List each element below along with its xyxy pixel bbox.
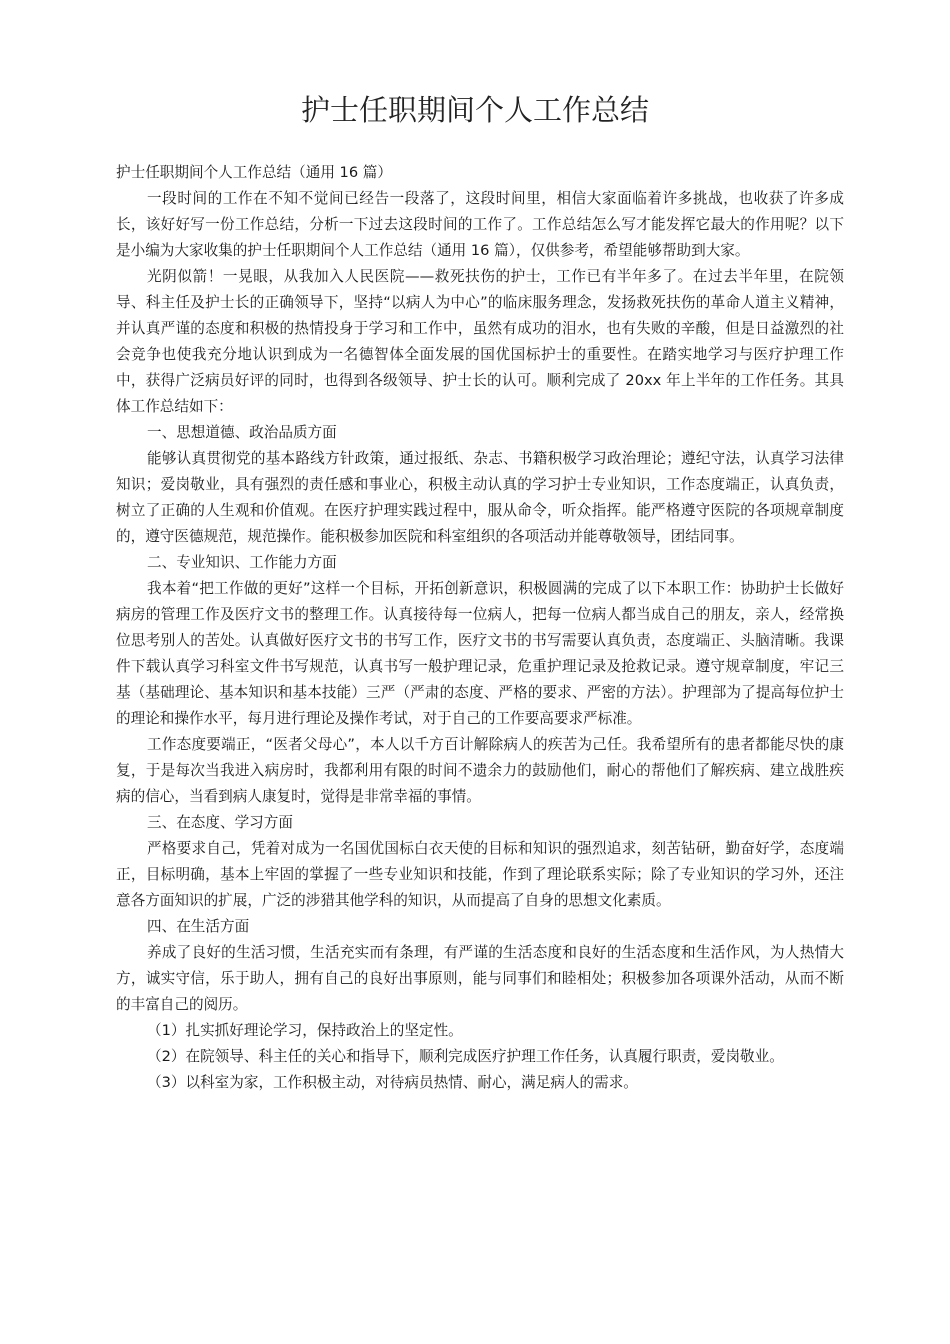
page-title: 护士任职期间个人工作总结 [300,93,649,127]
list-item: （3）以科室为家，工作积极主动，对待病员热情、耐心，满足病人的需求。 [147,1074,638,1091]
subtitle: 护士任职期间个人工作总结（通用 16 篇） [116,164,392,181]
paragraph-intro: 一段时间的工作在不知不觉间已经告一段落了，这段时间里，相信大家面临着许多挑战，也收获了许多成长，该好好写一份工作总结，分析一下过去这段时间的工作了。工作总结怎么写才能发挥它最大的作用呢？以下是小编为大家收集的护士任职期间个人工作总结（通用 16 篇），仅供参考，希望能够帮助到大家。 [116,190,844,259]
list-item: （1）扎实抓好理论学习，保持政治上的坚定性。 [147,1022,463,1039]
section-heading-professional: 二、专业知识、工作能力方面 [147,554,337,571]
paragraph-professional: 我本着“把工作做的更好”这样一个目标，开拓创新意识，积极圆满的完成了以下本职工作：协助护士长做好病房的管理工作及医疗文书的整理工作。认真接待每一位病人，把每一位病人都当成自己的朋友，亲人，经常换位思考别人的苦处。认真做好医疗文书的书写工作，医疗文书的书写需要认真负责，态度端正、头脑清晰。我课件下载认真学习科室文件书写规范，认真书写一般护理记录，危重护理记录及抢救记录。遵守规章制度，牢记三基（基础理论、基本知识和基本技能）三严（严肃的态度、严格的要求、严密的方法）。护理部为了提高每位护士的理论和操作水平，每月进行理论及操作考试，对于自己的工作要高要求严标准。 [116,580,844,727]
paragraph-life: 养成了良好的生活习惯，生活充实而有条理，有严谨的生活态度和良好的生活态度和生活作风，为人热情大方，诚实守信，乐于助人，拥有自己的良好出事原则，能与同事们和睦相处；积极参加各项课外活动，从而不断的丰富自己的阅历。 [116,944,844,1013]
paragraph-study: 严格要求自己，凭着对成为一名国优国标白衣天使的目标和知识的强烈追求，刻苦钻研，勤奋好学，态度端正，目标明确，基本上牢固的掌握了一些专业知识和技能，作到了理论联系实际；除了专业知识的学习外，还注意各方面知识的扩展，广泛的涉猎其他学科的知识，从而提高了自身的思想文化素质。 [116,840,844,909]
section-heading-study: 三、在态度、学习方面 [147,814,293,831]
paragraph-overview: 光阴似箭！一晃眼，从我加入人民医院——救死扶伤的护士，工作已有半年多了。在过去半年里，在院领导、科主任及护士长的正确领导下，坚持“以病人为中心”的临床服务理念，发扬救死扶伤的革命人道主义精神，并认真严谨的态度和积极的热情投身于学习和工作中，虽然有成功的泪水，也有失败的辛酸，但是日益激烈的社会竞争也使我充分地认识到成为一名德智体全面发展的国优国标护士的重要性。在踏实地学习与医疗护理工作中，获得广泛病员好评的同时，也得到各级领导、护士长的认可。顺利完成了 20xx 年上半年的工作任务。其具体工作总结如下： [116,268,844,415]
paragraph-ideology: 能够认真贯彻党的基本路线方针政策，通过报纸、杂志、书籍积极学习政治理论；遵纪守法，认真学习法律知识；爱岗敬业，具有强烈的责任感和事业心，积极主动认真的学习护士专业知识，工作态度端正，认真负责，树立了正确的人生观和价值观。在医疗护理实践过程中，服从命令，听众指挥。能严格遵守医院的各项规章制度的，遵守医德规范，规范操作。能积极参加医院和科室组织的各项活动并能尊敬领导，团结同事。 [116,450,844,545]
list-item: （2）在院领导、科主任的关心和指导下，顺利完成医疗护理工作任务，认真履行职责，爱岗敬业。 [147,1048,784,1065]
paragraph-attitude: 工作态度要端正，“医者父母心”，本人以千方百计解除病人的疾苦为己任。我希望所有的患者都能尽快的康复，于是每次当我进入病房时，我都利用有限的时间不遗余力的鼓励他们，耐心的帮他们了解疾病、建立战胜疾病的信心，当看到病人康复时，觉得是非常幸福的事情。 [116,736,844,805]
document-body [116,160,844,1096]
section-heading-ideology: 一、思想道德、政治品质方面 [147,424,337,441]
section-heading-life: 四、在生活方面 [147,918,250,935]
